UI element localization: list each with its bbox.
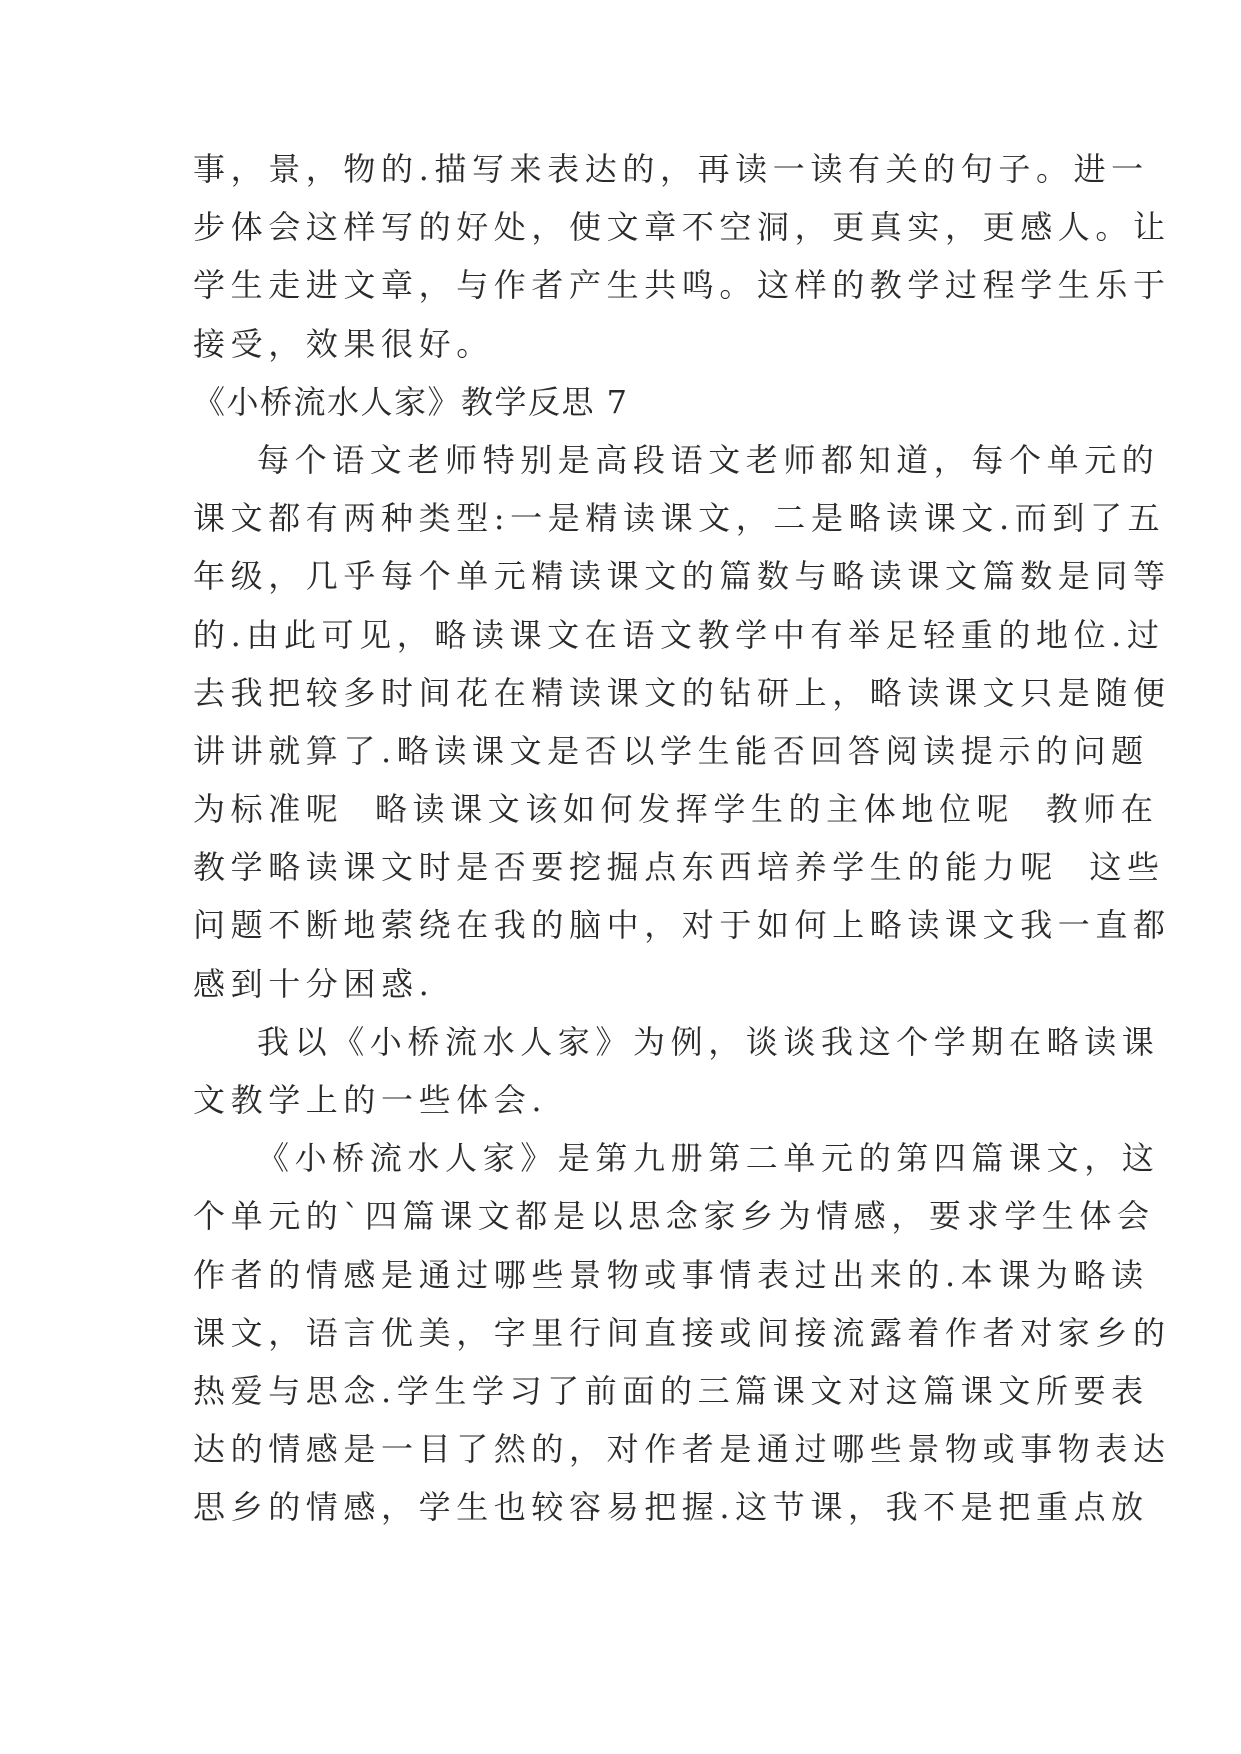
paragraph-first-line: 《小桥流水人家》是第九册第二单元的第四篇课文，这 xyxy=(257,1139,1160,1178)
text-line: 问题不断地萦绕在我的脑中，对于如何上略读课文我一直都 xyxy=(193,906,1171,945)
text-line: 学生走进文章，与作者产生共鸣。这样的教学过程学生乐于 xyxy=(193,266,1171,305)
text-line: 课文，语言优美，字里行间直接或间接流露着作者对家乡的 xyxy=(193,1313,1171,1352)
text-line: 文教学上的一些体会. xyxy=(193,1081,548,1119)
text-line: 年级，几乎每个单元精读课文的篇数与略读课文篇数是同等 xyxy=(193,557,1171,596)
text-line: 讲讲就算了.略读课文是否以学生能否回答阅读提示的问题 xyxy=(193,731,1149,770)
text-line: 作者的情感是通过哪些景物或事情表过出来的.本课为略读 xyxy=(193,1255,1149,1294)
text-line: 达的情感是一目了然的，对作者是通过哪些景物或事物表达 xyxy=(193,1430,1171,1469)
text-line: 课文都有两种类型:一是精读课文，二是略读课文.而到了五 xyxy=(193,499,1166,538)
text-line: 感到十分困惑. xyxy=(193,964,435,1003)
text-line: 去我把较多时间花在精读课文的钻研上，略读课文只是随便 xyxy=(193,673,1171,712)
section-heading: 《小桥流水人家》教学反思 7 xyxy=(193,382,629,421)
text-line: 教学略读课文时是否要挖掘点东西培养学生的能力呢 这些 xyxy=(193,848,1165,887)
text-line: 步体会这样写的好处，使文章不空洞，更真实，更感人。让 xyxy=(193,208,1171,247)
text-line: 接受，效果很好。 xyxy=(193,324,494,363)
text-line: 热爱与思念.学生学习了前面的三篇课文对这篇课文所要表 xyxy=(193,1371,1149,1410)
text-line: 个单元的`四篇课文都是以思念家乡为情感，要求学生体会 xyxy=(193,1197,1155,1236)
paragraph-first-line: 我以《小桥流水人家》为例，谈谈我这个学期在略读课 xyxy=(257,1022,1160,1061)
body-text xyxy=(193,140,1171,1537)
paragraph-first-line: 每个语文老师特别是高段语文老师都知道，每个单元的 xyxy=(257,440,1160,479)
text-line: 事，景，物的.描写来表达的，再读一读有关的句子。进一 xyxy=(193,150,1149,188)
text-line: 的.由此可见，略读课文在语文教学中有举足轻重的地位.过 xyxy=(193,615,1165,654)
text-line: 思乡的情感，学生也较容易把握.这节课，我不是把重点放 xyxy=(193,1488,1149,1527)
text-line: 为标准呢 略读课文该如何发挥学生的主体地位呢 教师在 xyxy=(193,790,1159,829)
